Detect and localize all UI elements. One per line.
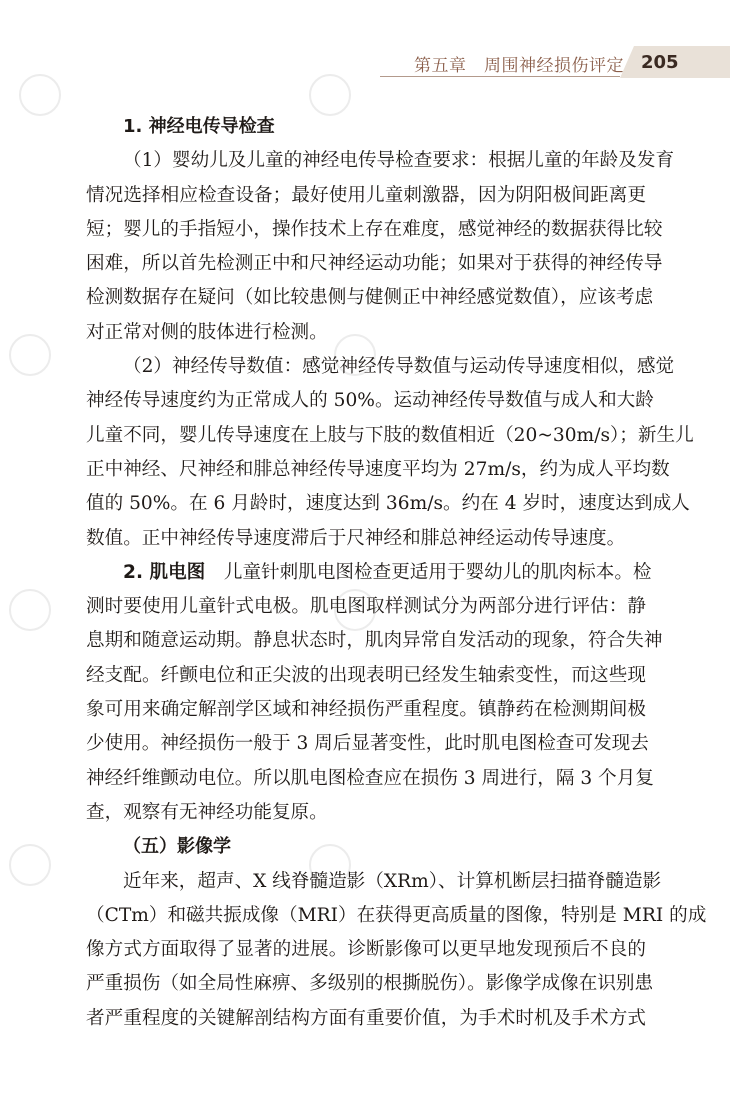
text-line: 少使用。神经损伤一般于 3 周后显著变性，此时肌电图检查可发现去 bbox=[86, 733, 649, 755]
text-line: 经支配。纤颤电位和正尖波的出现表明已经发生轴索变性，而这些现 bbox=[86, 664, 646, 686]
text-line: 数值。正中神经传导速度滞后于尺神经和腓总神经运动传导速度。 bbox=[86, 527, 626, 549]
chapter-title: 第五章 周围神经损伤评定 bbox=[414, 56, 624, 76]
text-line: 严重损伤（如全局性麻痹、多级别的根撕脱伤）。影像学成像在识别患 bbox=[86, 973, 654, 995]
text-line: 神经纤维颤动电位。所以肌电图检查应在损伤 3 周进行，隔 3 个月复 bbox=[86, 767, 654, 789]
text-line: （1）婴幼儿及儿童的神经电传导检查要求：根据儿童的年龄及发育 bbox=[123, 150, 675, 172]
text-line: 测时要使用儿童针式电极。肌电图取样测试分为两部分进行评估：静 bbox=[86, 596, 646, 618]
page-number: 205 bbox=[641, 52, 679, 73]
text-line: （2）神经传导数值：感觉神经传导数值与运动传导速度相似，感觉 bbox=[123, 356, 675, 378]
text-line: 检测数据存在疑问（如比较患侧与健侧正中神经感觉数值），应该考虑 bbox=[86, 287, 654, 309]
text-line: 正中神经、尺神经和腓总神经传导速度平均为 27m/s，约为成人平均数 bbox=[86, 458, 670, 480]
paragraph-conduction-requirements bbox=[86, 144, 675, 350]
text-line bbox=[86, 556, 652, 590]
text-line: 者严重程度的关键解剖结构方面有重要价值，为手术时机及手术方式 bbox=[86, 1007, 646, 1029]
text-line: 情况选择相应检查设备；最好使用儿童刺激器，因为阴阳极间距离更 bbox=[86, 184, 646, 206]
text-line: （CTm）和磁共振成像（MRI）在获得更高质量的图像，特别是 MRI 的成 bbox=[86, 904, 707, 926]
section-heading-nerve-conduction: 1. 神经电传导检查 bbox=[123, 116, 275, 137]
text-line: 对正常对侧的肢体进行检测。 bbox=[86, 321, 328, 343]
paragraph-conduction-values bbox=[86, 350, 694, 556]
text-line: 查，观察有无神经功能复原。 bbox=[86, 801, 328, 823]
section-heading-imaging: （五）影像学 bbox=[123, 836, 231, 858]
paragraph-imaging bbox=[86, 865, 707, 1036]
text-line: 近年来，超声、X 线脊髓造影（XRm）、计算机断层扫描脊髓造影 bbox=[123, 870, 662, 892]
running-header bbox=[0, 0, 730, 96]
text-line: 短；婴儿的手指短小，操作技术上存在难度，感觉神经的数据获得比较 bbox=[86, 218, 663, 240]
page-body bbox=[86, 110, 707, 1036]
section-heading-emg: 2. 肌电图 bbox=[123, 561, 206, 583]
text-line: 值的 50%。在 6 月龄时，速度达到 36m/s。约在 4 岁时，速度达到成人 bbox=[86, 493, 690, 515]
text-line: 儿童不同，婴儿传导速度在上肢与下肢的数值相近（20~30m/s）；新生儿 bbox=[86, 424, 694, 446]
text-line: 困难，所以首先检测正中和尺神经运动功能；如果对于获得的神经传导 bbox=[86, 253, 663, 275]
paragraph-emg bbox=[86, 556, 663, 830]
emg-first-line-text: 儿童针刺肌电图检查更适用于婴幼儿的肌肉标本。检 bbox=[205, 561, 652, 583]
text-line: 息期和随意运动期。静息状态时，肌肉异常自发活动的现象，符合失神 bbox=[86, 630, 663, 652]
header-rule bbox=[380, 76, 620, 77]
text-line: 象可用来确定解剖学区域和神经损伤严重程度。镇静药在检测期间极 bbox=[86, 699, 646, 721]
text-line: 神经传导速度约为正常成人的 50%。运动神经传导数值与成人和大龄 bbox=[86, 390, 654, 412]
text-line: 像方式方面取得了显著的进展。诊断影像可以更早地发现预后不良的 bbox=[86, 939, 646, 961]
